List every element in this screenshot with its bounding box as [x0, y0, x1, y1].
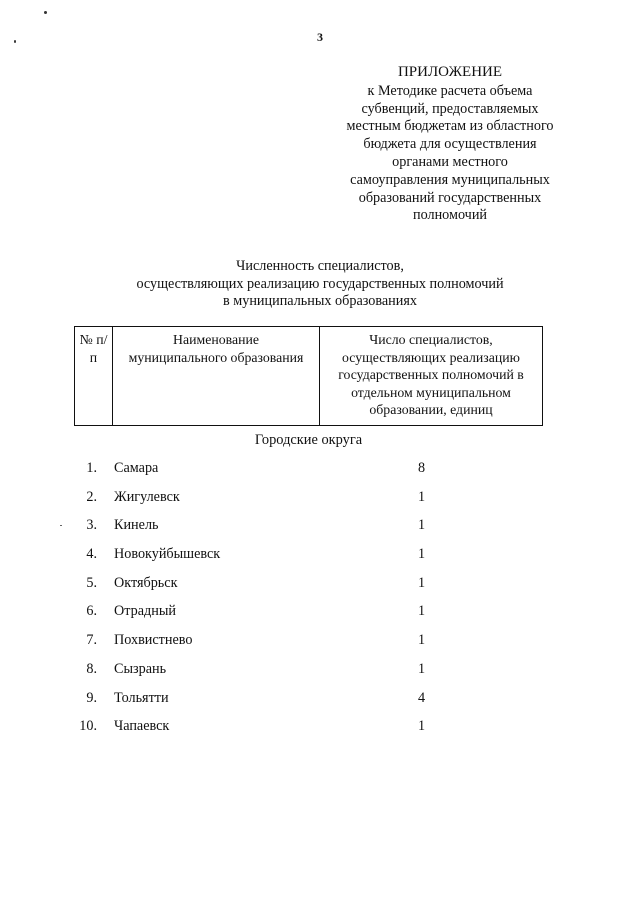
row-specialists-count: 1 — [417, 517, 426, 534]
header-specialists-count: Число специалистов, осуществляющих реализацию государственных полномочий в отдельном муниципальном образовании, единиц — [320, 327, 543, 426]
row-specialists-count: 4 — [417, 689, 426, 706]
table-row — [74, 688, 543, 717]
title-line: в муниципальных образованиях — [223, 293, 417, 310]
title-line: осуществляющих реализацию государственных полномочий — [136, 275, 504, 292]
row-municipality-name: Жигулевск — [114, 488, 180, 505]
table-header — [74, 326, 543, 426]
row-number: 9. — [86, 689, 97, 706]
row-specialists-count: 8 — [417, 460, 426, 476]
row-number: 4. — [86, 546, 97, 563]
row-specialists-count: 1 — [417, 603, 426, 620]
row-number: 5. — [86, 574, 97, 591]
row-municipality-name: Новокуйбышевск — [114, 546, 221, 563]
table-row — [74, 515, 543, 544]
appendix-line: к Методике расчета объема — [367, 82, 533, 99]
appendix-line: бюджета для осуществления — [363, 136, 537, 153]
row-municipality-name: Сызрань — [114, 660, 167, 677]
appendix-line: местным бюджетам из областного — [346, 118, 554, 135]
scan-speck — [44, 11, 47, 14]
appendix-line: образований государственных — [358, 189, 542, 206]
scan-speck — [14, 40, 16, 43]
row-specialists-count: 1 — [417, 660, 426, 677]
table-body — [74, 458, 543, 745]
table-row — [74, 630, 543, 659]
page-number: 3 — [317, 30, 323, 44]
row-specialists-count: 1 — [417, 632, 426, 649]
table-row — [74, 601, 543, 630]
header-number: № п/п — [75, 327, 113, 426]
appendix-line: органами местного — [392, 153, 508, 170]
table-row — [74, 659, 543, 688]
table-row — [74, 458, 543, 487]
row-municipality-name: Похвистнево — [114, 632, 193, 649]
row-municipality-name: Октябрьск — [114, 574, 178, 591]
header-municipality: Наименование муниципального образования — [113, 327, 320, 426]
row-number: 2. — [86, 488, 97, 505]
row-number: 3. — [86, 517, 97, 534]
row-municipality-name: Отрадный — [114, 603, 176, 620]
scan-speck — [60, 525, 62, 526]
table-row — [74, 716, 543, 745]
row-number: 7. — [86, 632, 97, 649]
row-specialists-count: 1 — [417, 718, 426, 735]
row-number: 6. — [86, 603, 97, 620]
appendix-line: субвенций, предоставляемых — [361, 100, 539, 117]
row-municipality-name: Кинель — [114, 517, 159, 534]
table-row — [74, 487, 543, 516]
row-specialists-count: 1 — [417, 574, 426, 591]
row-specialists-count: 1 — [417, 488, 426, 505]
row-municipality-name: Тольятти — [114, 689, 169, 706]
appendix-block — [300, 64, 600, 225]
table-row — [74, 573, 543, 602]
appendix-line: самоуправления муниципальных — [350, 171, 550, 188]
row-municipality-name: Самара — [114, 460, 159, 476]
row-municipality-name: Чапаевск — [114, 718, 170, 735]
row-number: 1. — [86, 460, 97, 476]
row-number: 10. — [79, 718, 97, 735]
row-specialists-count: 1 — [417, 546, 426, 563]
table-row — [74, 544, 543, 573]
group-title: Городские округа — [254, 432, 363, 448]
title-line: Численность специалистов, — [236, 258, 404, 274]
table-header-row — [75, 327, 543, 426]
row-number: 8. — [86, 660, 97, 677]
appendix-heading: ПРИЛОЖЕНИЕ — [397, 64, 503, 80]
document-title — [60, 258, 580, 311]
appendix-line: полномочий — [412, 207, 488, 224]
